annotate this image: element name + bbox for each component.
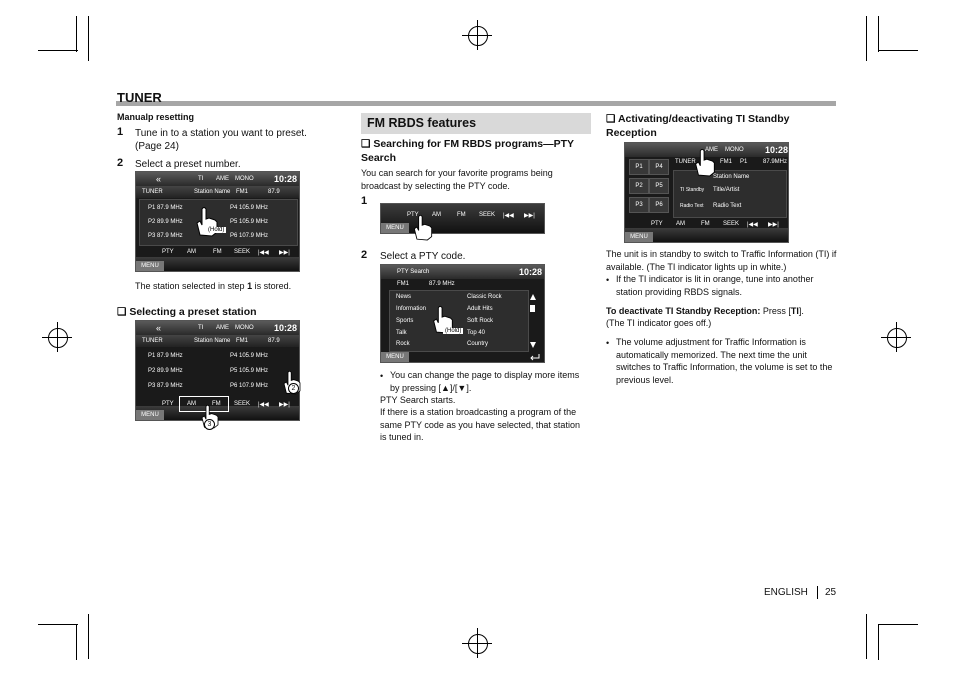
preset-button[interactable]: P3 <box>629 197 649 213</box>
pty-item[interactable]: Rock <box>396 341 410 347</box>
pty-item[interactable]: News <box>396 294 412 300</box>
footer-language: ENGLISH <box>764 587 808 598</box>
bullet-text: The volume adjustment for Traffic Information is automatically memorized. The next time the unit switches to Traffic Information, the volume is set to the previous level. <box>616 337 833 385</box>
ti-standby-label: TI Standby <box>680 187 705 193</box>
clock: 10:28 <box>765 145 789 155</box>
caption <box>135 280 291 293</box>
pty-button[interactable]: PTY <box>162 401 174 407</box>
mono-label[interactable]: MONO <box>235 176 254 182</box>
crop-mark <box>88 614 89 659</box>
pty-search-heading: ❑ Searching for FM RBDS programs—PTY Search <box>361 138 574 164</box>
step-number: 1 <box>117 126 124 138</box>
next-button[interactable]: ▶▶| <box>279 402 290 408</box>
preset-label: P1 <box>740 159 748 165</box>
section-title: TUNER <box>117 90 162 105</box>
preset-p4[interactable]: P4 105.9 MHz <box>230 353 269 359</box>
hand-pointer-icon <box>410 213 436 241</box>
pty-item[interactable]: Talk <box>396 330 407 336</box>
hand-pointer-icon <box>691 147 719 177</box>
next-button[interactable]: ▶▶| <box>524 213 535 219</box>
bullet-text: You can change the page to display more items by pressing [▲]/[▼]. <box>390 370 580 393</box>
seek-button[interactable]: SEEK <box>723 221 740 227</box>
source-label: TUNER <box>675 159 696 165</box>
station-name: Station Name <box>194 189 231 195</box>
seek-button[interactable]: SEEK <box>479 212 496 218</box>
fm-button[interactable]: FM <box>213 249 222 255</box>
pty-item[interactable]: Country <box>467 341 489 347</box>
next-button[interactable]: ▶▶| <box>768 222 779 228</box>
seek-button[interactable]: SEEK <box>234 249 251 255</box>
preset-p6[interactable]: P6 107.9 MHz <box>230 383 269 389</box>
crop-mark <box>88 16 89 61</box>
manual-reset-heading: Manualp resetting <box>117 112 195 122</box>
bullet-dot: • <box>380 371 384 381</box>
pty-item[interactable]: Top 40 <box>467 330 486 336</box>
ti-standby-text: The unit is in standby to switch to Traffic Information (TI) if available. (The TI indicator lights up in white.) <box>606 249 837 272</box>
footer-divider <box>817 586 818 599</box>
am-button[interactable]: AM <box>187 401 196 407</box>
preset-p2[interactable]: P2 89.9 MHz <box>148 219 183 225</box>
crop-mark <box>38 624 78 625</box>
feature-box-title: FM RBDS features <box>367 116 477 130</box>
crop-mark <box>38 50 78 51</box>
preset-button[interactable]: P6 <box>649 197 669 213</box>
pty-item[interactable]: Adult Hits <box>467 306 493 312</box>
ti-indicator[interactable]: TI <box>198 325 204 331</box>
bullet-dot: • <box>606 275 610 285</box>
clock: 10:28 <box>274 323 298 333</box>
pty-title: PTY Search <box>397 269 430 275</box>
pty-starts: PTY Search starts. <box>380 395 456 405</box>
radio-text: Radio Text <box>713 203 742 209</box>
pty-item[interactable]: Sports <box>396 318 414 324</box>
ti-indicator[interactable]: TI <box>198 176 204 182</box>
registration-mark <box>881 322 911 352</box>
prev-button[interactable]: |◀◀ <box>258 250 269 256</box>
crop-mark <box>878 50 918 51</box>
menu-button[interactable]: MENU <box>136 261 164 271</box>
section-rule <box>116 101 836 106</box>
step-text: Select a preset number. <box>135 159 241 170</box>
station-name: Station Name <box>713 174 750 180</box>
preset-p5[interactable]: P5 105.9 MHz <box>230 219 269 225</box>
seek-button[interactable]: SEEK <box>234 401 251 407</box>
frequency: 87.9 <box>268 189 280 195</box>
scroll-thumb[interactable] <box>530 305 535 312</box>
scroll-up-icon[interactable] <box>529 293 537 301</box>
hold-label: (Hold) <box>208 227 225 233</box>
frequency: 87.9 <box>268 338 280 344</box>
preset-p2[interactable]: P2 89.9 MHz <box>148 368 183 374</box>
mono-label[interactable]: MONO <box>235 325 254 331</box>
bullet-text: If the TI indicator is lit in orange, tune into another station providing RBDS signals. <box>616 274 814 297</box>
registration-mark <box>42 322 72 352</box>
band-label: FM1 <box>236 189 248 195</box>
scroll-down-icon[interactable] <box>529 341 537 349</box>
pty-item[interactable]: Information <box>396 306 427 312</box>
ti-heading: ❑ Activating/deactivating TI Standby Reception <box>606 113 790 139</box>
deactivate-press: Press [ <box>760 306 791 316</box>
step-number: 1 <box>361 195 368 207</box>
fm-button[interactable]: FM <box>457 212 466 218</box>
step-number: 2 <box>117 157 124 169</box>
band-label: FM1 <box>236 338 248 344</box>
crop-mark <box>866 614 867 659</box>
pty-intro: You can search for your favorite programs being broadcast by selecting the PTY code. <box>361 168 553 191</box>
clock: 10:28 <box>274 174 298 184</box>
radio-text-button[interactable]: Radio Text <box>680 203 704 209</box>
mono-label[interactable]: MONO <box>725 147 744 153</box>
preset-button[interactable]: P1 <box>629 159 649 175</box>
preset-p1[interactable]: P1 87.9 MHz <box>148 205 183 211</box>
bullet-dot: • <box>606 338 610 348</box>
step-text: Tune in to a station you want to preset. (Page 24) <box>135 128 307 152</box>
band-label: FM1 <box>720 159 732 165</box>
preset-p5[interactable]: P5 105.9 MHz <box>230 368 269 374</box>
pty-button[interactable]: PTY <box>651 221 663 227</box>
menu-button[interactable]: MENU <box>381 352 409 362</box>
am-button[interactable]: AM <box>676 221 685 227</box>
pty-search-screen <box>380 264 545 363</box>
prev-button[interactable]: |◀◀ <box>503 213 514 219</box>
band-label: FM1 <box>397 281 409 287</box>
step-text: Select a PTY code. <box>380 251 466 262</box>
station-name: Station Name <box>194 338 231 344</box>
back-button[interactable]: « <box>156 323 162 333</box>
registration-mark <box>462 20 492 50</box>
pty-item[interactable]: Soft Rock <box>467 318 494 324</box>
registration-mark <box>462 628 492 658</box>
hold-label: (Hold) <box>445 328 462 334</box>
preset-p1[interactable]: P1 87.9 MHz <box>148 353 183 359</box>
caption-pre: The station selected in step <box>135 281 248 291</box>
pty-result: If there is a station broadcasting a program of the same PTY code as you have selected, that station is tuned in. <box>380 407 580 442</box>
preset-p4[interactable]: P4 105.9 MHz <box>230 205 269 211</box>
preset-button[interactable]: P4 <box>649 159 669 175</box>
deactivate-end: ]. <box>798 306 804 316</box>
ti-screen <box>624 142 789 243</box>
fm-button[interactable]: FM <box>701 221 710 227</box>
back-button[interactable]: « <box>156 174 162 184</box>
tuner-footer-screen <box>380 203 545 234</box>
am-button[interactable]: AM <box>432 212 441 218</box>
menu-button[interactable]: MENU <box>625 232 653 242</box>
tuner-screen <box>135 171 300 272</box>
step-circle-3: 3 <box>204 419 215 430</box>
crop-mark <box>76 16 77 52</box>
title-artist: Title/Artist <box>713 187 740 193</box>
ame-label[interactable]: AME <box>705 147 719 153</box>
menu-button[interactable]: MENU <box>136 410 164 420</box>
step-number: 2 <box>361 249 368 261</box>
am-button[interactable]: AM <box>187 249 196 255</box>
crop-mark <box>878 16 879 52</box>
prev-button[interactable]: |◀◀ <box>747 222 758 228</box>
fm-button[interactable]: FM <box>212 401 221 407</box>
pty-item[interactable]: Classic Rock <box>467 294 502 300</box>
deactivate-line <box>606 305 838 318</box>
preset-p3[interactable]: P3 87.9 MHz <box>148 383 183 389</box>
crop-mark <box>878 624 879 660</box>
ti-off-text: (The TI indicator goes off.) <box>606 318 712 328</box>
preset-p6[interactable]: P6 107.9 MHz <box>230 233 269 239</box>
ame-label[interactable]: AME <box>216 176 230 182</box>
pty-button[interactable]: PTY <box>162 249 174 255</box>
page-number: 25 <box>825 587 837 598</box>
step-circle-2: 2 <box>288 383 299 394</box>
frequency: 87.9 MHz <box>429 281 455 287</box>
caption-step: 1 <box>247 281 253 291</box>
deactivate-key: TI <box>790 306 799 316</box>
return-icon[interactable] <box>529 353 541 361</box>
deactivate-label: To deactivate TI Standby Reception: <box>606 306 761 316</box>
pty-button[interactable]: PTY <box>407 212 419 218</box>
crop-mark <box>76 624 77 660</box>
crop-mark <box>866 16 867 61</box>
selecting-heading: ❑ Selecting a preset station <box>117 306 257 318</box>
caption-post: is stored. <box>252 281 292 291</box>
preset-button[interactable]: P5 <box>649 178 669 194</box>
clock: 10:28 <box>519 267 543 277</box>
source-label: TUNER <box>142 189 163 195</box>
preset-button[interactable]: P2 <box>629 178 649 194</box>
frequency: 87.9MHz <box>763 159 788 165</box>
menu-button[interactable]: MENU <box>381 223 409 233</box>
crop-mark <box>878 624 918 625</box>
prev-button[interactable]: |◀◀ <box>258 402 269 408</box>
source-label: TUNER <box>142 338 163 344</box>
ame-label[interactable]: AME <box>216 325 230 331</box>
next-button[interactable]: ▶▶| <box>279 250 290 256</box>
preset-p3[interactable]: P3 87.9 MHz <box>148 233 183 239</box>
